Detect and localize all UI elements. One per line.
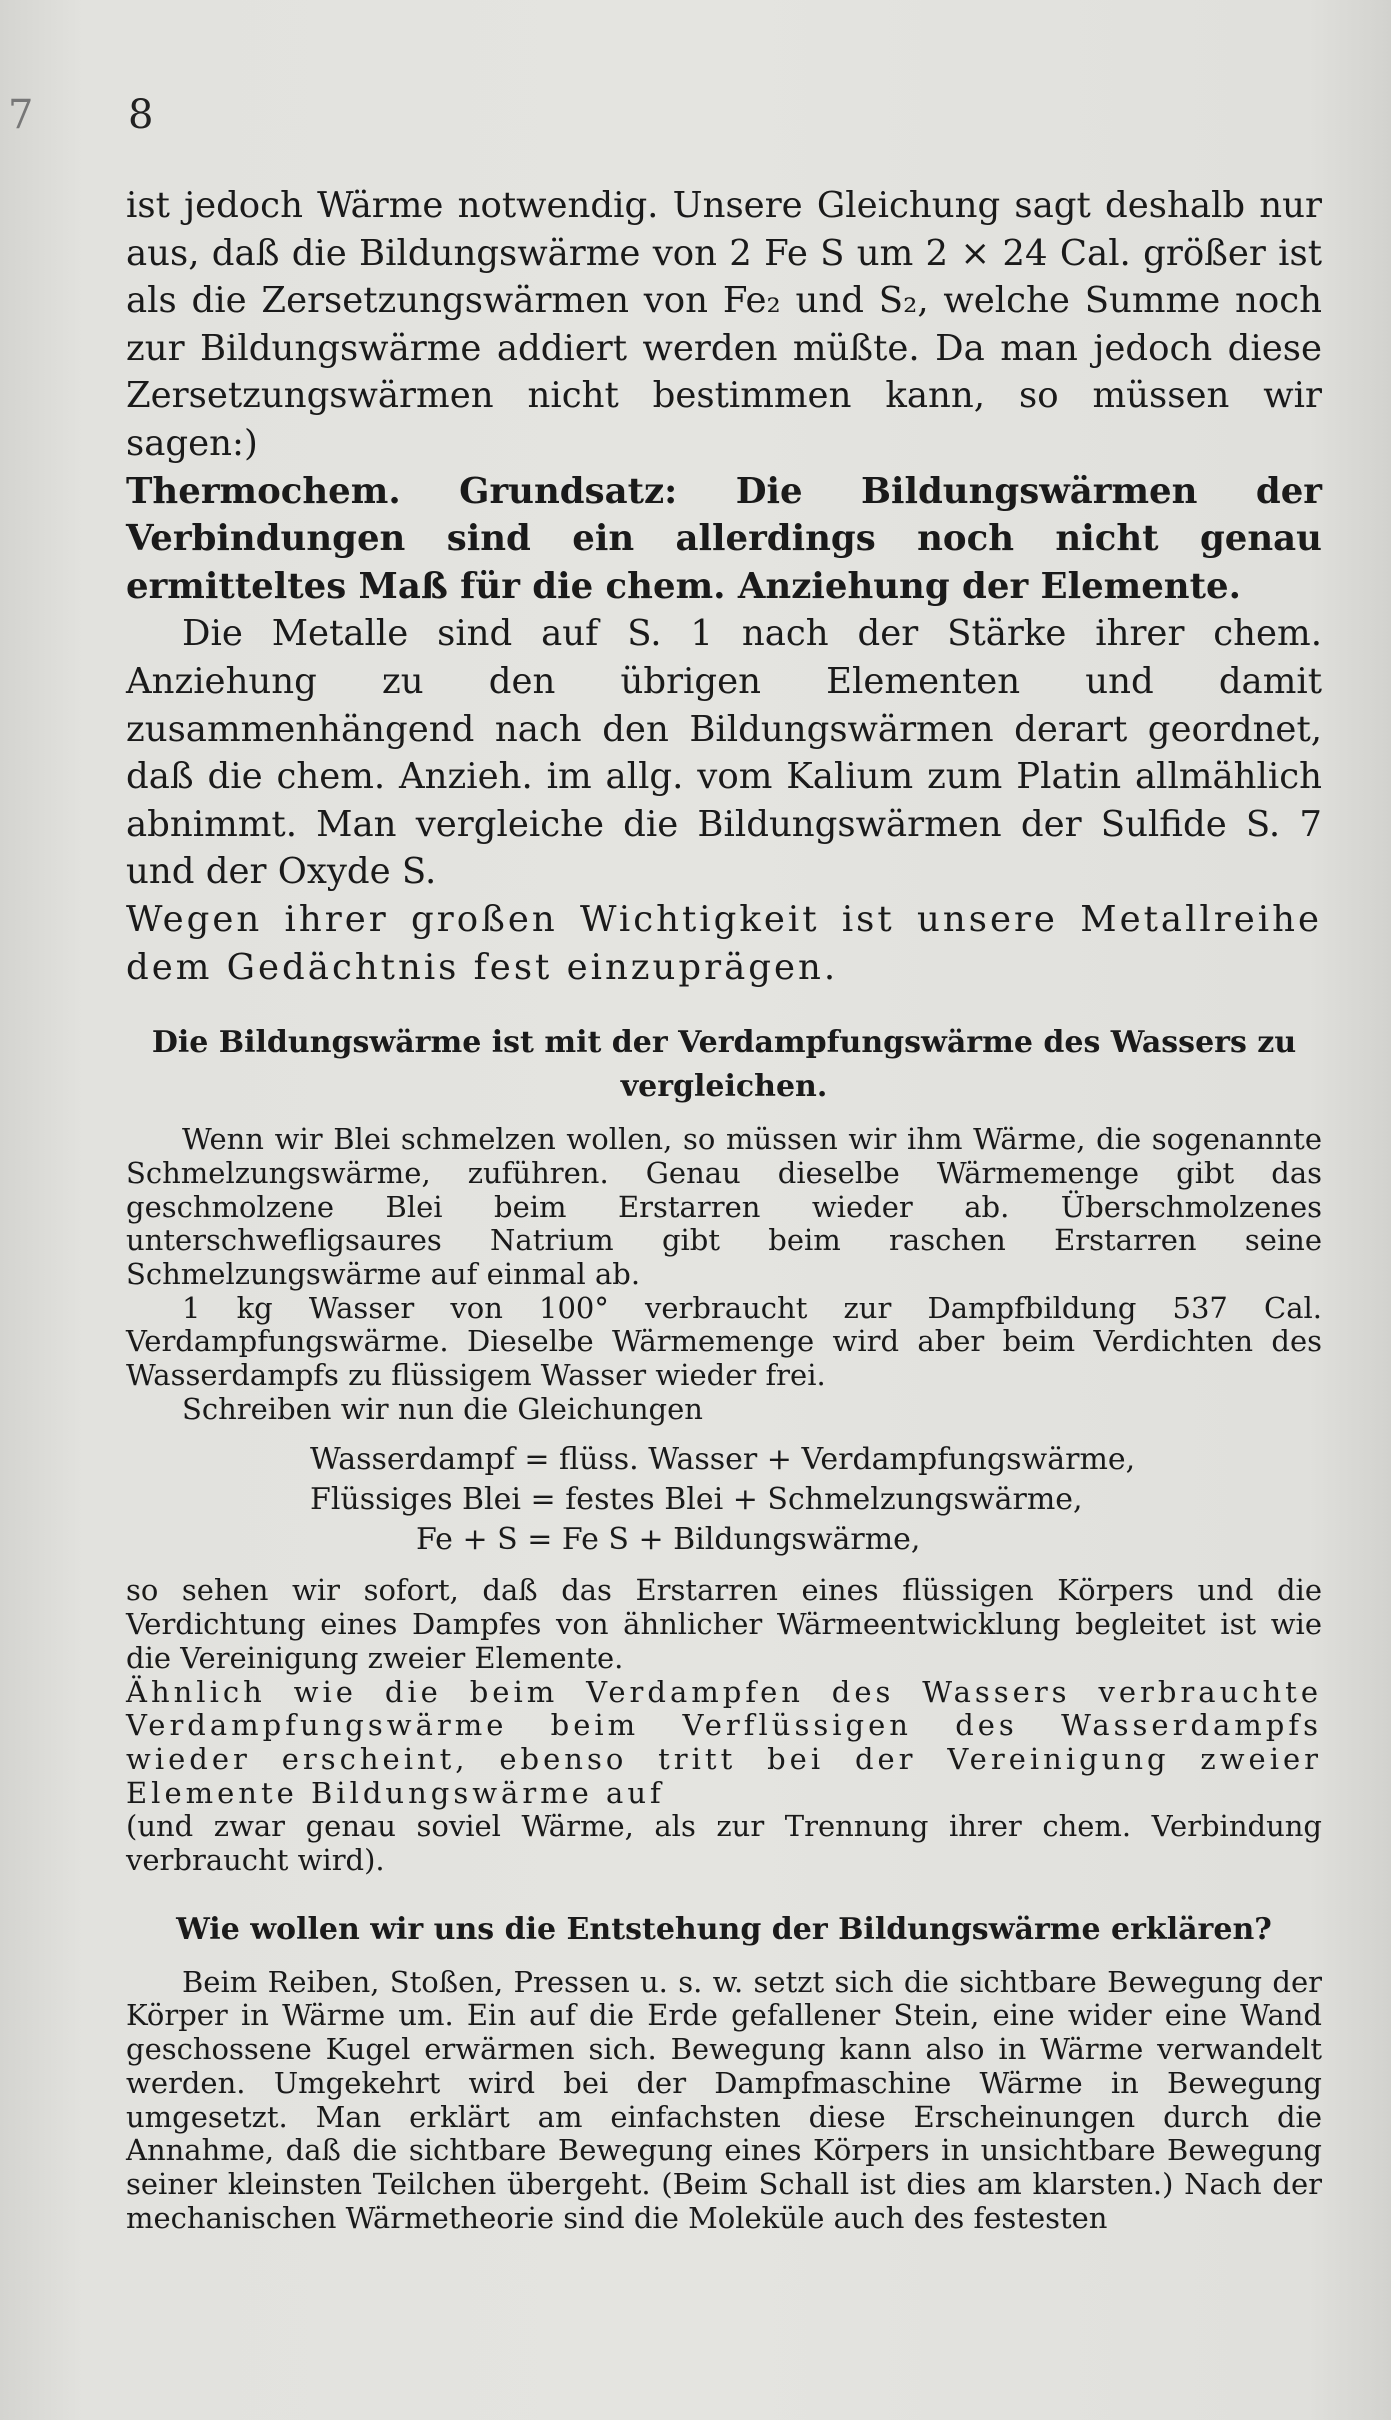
small-paragraph-4: so sehen wir sofort, daß das Erstarren eines flüssigen Körpers und die Verdichtung eines Dampfes von ähnlicher Wärmeentwicklung begleitet ist wie die Vereinigung zweier Elemente. bbox=[126, 1573, 1322, 1675]
small-paragraph-3: Schreiben wir nun die Gleichungen bbox=[182, 1391, 703, 1426]
small-paragraph-5: Beim Reiben, Stoßen, Pressen u. s. w. setzt sich die sichtbare Bewegung der Körper in Wärme um. Ein auf die Erde gefallener Stein, eine wider eine Wand geschossene Kugel erwärmen sich. Bewegung kann also in Wärme verwandelt werden. Umgekehrt wird bei der Dampfmaschine Wärme in Bewegung umgesetzt. Man erklärt am einfachsten diese Erscheinungen durch die Annahme, daß die sichtbare Bewegung eines Körpers in unsichtbare Bewegung seiner kleinsten Teilchen übergeht. (Beim Schall ist dies am klarsten.) Nach der mechanischen Wärmetheorie sind die Moleküle auch des festesten bbox=[126, 1964, 1322, 2235]
paragraph-2-emphasis: Wegen ihrer großen Wichtigkeit ist unsere Metallreihe dem Gedächtnis fest einzuprägen. bbox=[126, 898, 1322, 988]
small-paragraph-1: Wenn wir Blei schmelzen wollen, so müssen wir ihm Wärme, die sogenannte Schmelzungswärme, zuführen. Genau dieselbe Wärmemenge gibt das geschmolzene Blei beim Erstarren wieder ab. Überschmolzenes unterschwefligsaures Natrium gibt beim raschen Erstarren seine Schmelzungswärme auf einmal ab. bbox=[126, 1122, 1322, 1291]
page-content bbox=[126, 182, 1322, 2235]
spacer bbox=[126, 991, 1322, 1021]
spacer bbox=[126, 1878, 1322, 1908]
spacer bbox=[126, 1560, 1322, 1574]
equation-iron-sulfur: Fe + S = Fe S + Bildungswärme, bbox=[416, 1522, 921, 1558]
small-paragraph-4-end: (und zwar genau soviel Wärme, als zur Trennung ihrer chem. Verbindung verbraucht wird). bbox=[126, 1809, 1322, 1878]
small-paragraph-4-emphasis: Ähnlich wie die beim Verdampfen des Wassers verbrauchte Verdampfungswärme beim Verflüssigen des Wasserdampfs wieder erscheint, ebenso tritt bei der Vereinigung zweier Elemente Bildungswärme auf bbox=[126, 1674, 1322, 1810]
paragraph-1: ist jedoch Wärme notwendig. Unsere Gleichung sagt deshalb nur aus, daß die Bildungswärme von 2 Fe S um 2 × 24 Cal. größer ist als die Zersetzungswärmen von Fe₂ und S₂, welche Summe noch zur Bildungswärme addiert werden müßte. Da man jedoch diese Zersetzungswärmen nicht bestimmen kann, so müssen wir sagen:) bbox=[126, 185, 1322, 464]
paragraph-2: Die Metalle sind auf S. 1 nach der Stärke ihrer chem. Anziehung zu den übrigen Elementen und damit zusammenhängend nach den Bildungswärmen derart geordnet, daß die chem. Anzieh. im allg. vom Kalium zum Platin allmählich abnimmt. Man vergleiche die Bildungswärmen der Sulfide S. 7 und der Oxyde S. bbox=[126, 613, 1322, 893]
section-heading-1: Die Bildungswärme ist mit der Verdampfungswärme des Wassers zu vergleichen. bbox=[151, 1025, 1297, 1105]
equations-block bbox=[126, 1440, 1322, 1560]
equation-steam: Wasserdampf = flüss. Wasser + Verdampfungswärme, bbox=[310, 1442, 1136, 1478]
equation-lead: Flüssiges Blei = festes Blei + Schmelzungswärme, bbox=[310, 1482, 1083, 1518]
spacer bbox=[126, 1952, 1322, 1966]
section-heading-2: Wie wollen wir uns die Entstehung der Bildungswärme erklären? bbox=[176, 1911, 1272, 1947]
small-paragraph-2: 1 kg Wasser von 100° verbraucht zur Dampfbildung 537 Cal. Verdampfungswärme. Dieselbe Wärmemenge wird aber beim Verdichten des Wasserdampfs zu flüssigem Wasser wieder frei. bbox=[126, 1290, 1322, 1393]
margin-mark: 7 bbox=[8, 92, 34, 138]
spacer bbox=[126, 1109, 1322, 1123]
thermochemical-principle: Thermochem. Grundsatz: Die Bildungswärmen der Verbindungen sind ein allerdings noch nicht genau ermitteltes Maß für die chem. Anziehung der Elemente. bbox=[126, 470, 1322, 607]
spacer bbox=[126, 1426, 1322, 1440]
page-number: 8 bbox=[128, 92, 154, 138]
